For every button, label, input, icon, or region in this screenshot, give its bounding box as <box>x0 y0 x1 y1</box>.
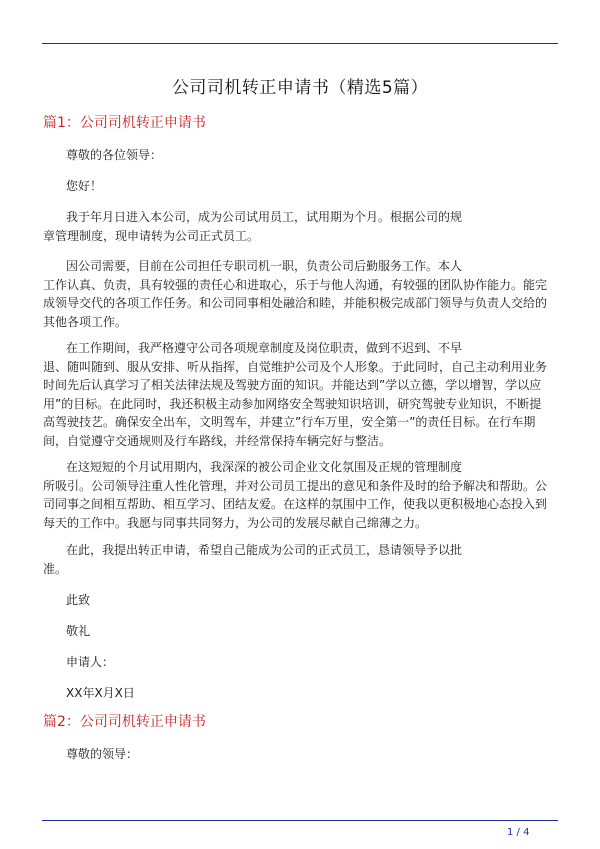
article-1-heading: 篇1：公司司机转正申请书 <box>43 115 206 131</box>
article-2-heading: 篇2：公司司机转正申请书 <box>43 714 206 730</box>
paragraph-3 <box>43 339 563 451</box>
paragraph-line: 成领导交代的各项工作任务。和公司同事相处融洽和睦，并能积极完成部门领导与负责人交给的 <box>43 296 548 311</box>
paragraph-line: 所吸引。公司领导注重人性化管理，并对公司员工提出的意见和条件及时的给予解决和帮助。公 <box>43 478 548 493</box>
header-rule <box>42 43 558 44</box>
article-2-salutation <box>43 745 563 764</box>
salutation-line: 尊敬的领导： <box>66 747 139 761</box>
closing-cizhi <box>43 591 563 610</box>
paragraph-line: 用”的目标。在此同时，我还积极主动参加网络安全驾驶知识培训，研究驾驶专业知识，不断提 <box>43 396 542 411</box>
paragraph-line: 在此，我提出转正申请，希望自己能成为公司的正式员工，恳请领导予以批 <box>66 543 463 557</box>
paragraph-line: 每天的工作中。我愿与同事共同努力，为公司的发展尽献自己绵薄之力。 <box>43 515 428 530</box>
greeting <box>43 177 563 196</box>
paragraph-line: 因公司需要，目前在公司担任专职司机一职，负责公司后勤服务工作。本人 <box>66 259 463 273</box>
paragraph-1 <box>43 208 563 245</box>
date <box>43 684 563 703</box>
paragraph-line: 章管理制度，现申请转为公司正式员工。 <box>43 228 260 243</box>
paragraph-2 <box>43 257 563 331</box>
footer-rule <box>42 820 558 821</box>
paragraph-line: 准。 <box>43 561 68 576</box>
paragraph-line: 高驾驶技艺。确保安全出车，文明驾车，并建立”行车万里，安全第一”的责任目标。在行车期 <box>43 415 536 430</box>
salutation <box>43 146 563 165</box>
paragraph-4 <box>43 458 563 532</box>
closing-line: 此致 <box>66 593 91 607</box>
closing-line: 敬礼 <box>66 624 91 638</box>
paragraph-line: 工作认真、负责，具有较强的责任心和进取心，乐于与他人沟通，有较强的团队协作能力。能完 <box>43 277 548 292</box>
date-line: XX年X月X日 <box>66 686 135 700</box>
paragraph-line: 退、随叫随到、服从安排、听从指挥，自觉维护公司及个人形象。于此同时，自己主动利用业务 <box>43 359 548 374</box>
salutation-line: 尊敬的各位领导： <box>66 148 163 162</box>
paragraph-line: 在工作期间，我严格遵守公司各项规章制度及岗位职责，做到不迟到、不早 <box>66 341 463 355</box>
paragraph-line: 时间先后认真学习了相关法律法规及驾驶方面的知识。并能达到”学以立德，学以增智，学以应 <box>43 378 542 393</box>
closing-jingli <box>43 622 563 641</box>
paragraph-5 <box>43 541 563 578</box>
paragraph-line: 间，自觉遵守交通规则及行车路线，并经常保持车辆完好与整洁。 <box>43 433 392 448</box>
paragraph-line: 我于年月日进入本公司，成为公司试用员工，试用期为个月。根据公司的规 <box>66 210 463 224</box>
paragraph-line: 其他各项工作。 <box>43 314 128 329</box>
paragraph-line: 在这短短的个月试用期内，我深深的被公司企业文化氛围及正规的管理制度 <box>66 460 463 474</box>
paragraph-line: 司同事之间相互帮助、相互学习、团结友爱。在这样的氛围中工作，使我以更积极地心态投入到 <box>43 497 548 512</box>
page-number: 1 / 4 <box>507 827 530 838</box>
document-title: 公司司机转正申请书（精选5篇） <box>171 78 429 98</box>
applicant <box>43 653 563 672</box>
applicant-line: 申请人： <box>66 655 115 669</box>
greeting-line: 您好！ <box>66 179 103 193</box>
